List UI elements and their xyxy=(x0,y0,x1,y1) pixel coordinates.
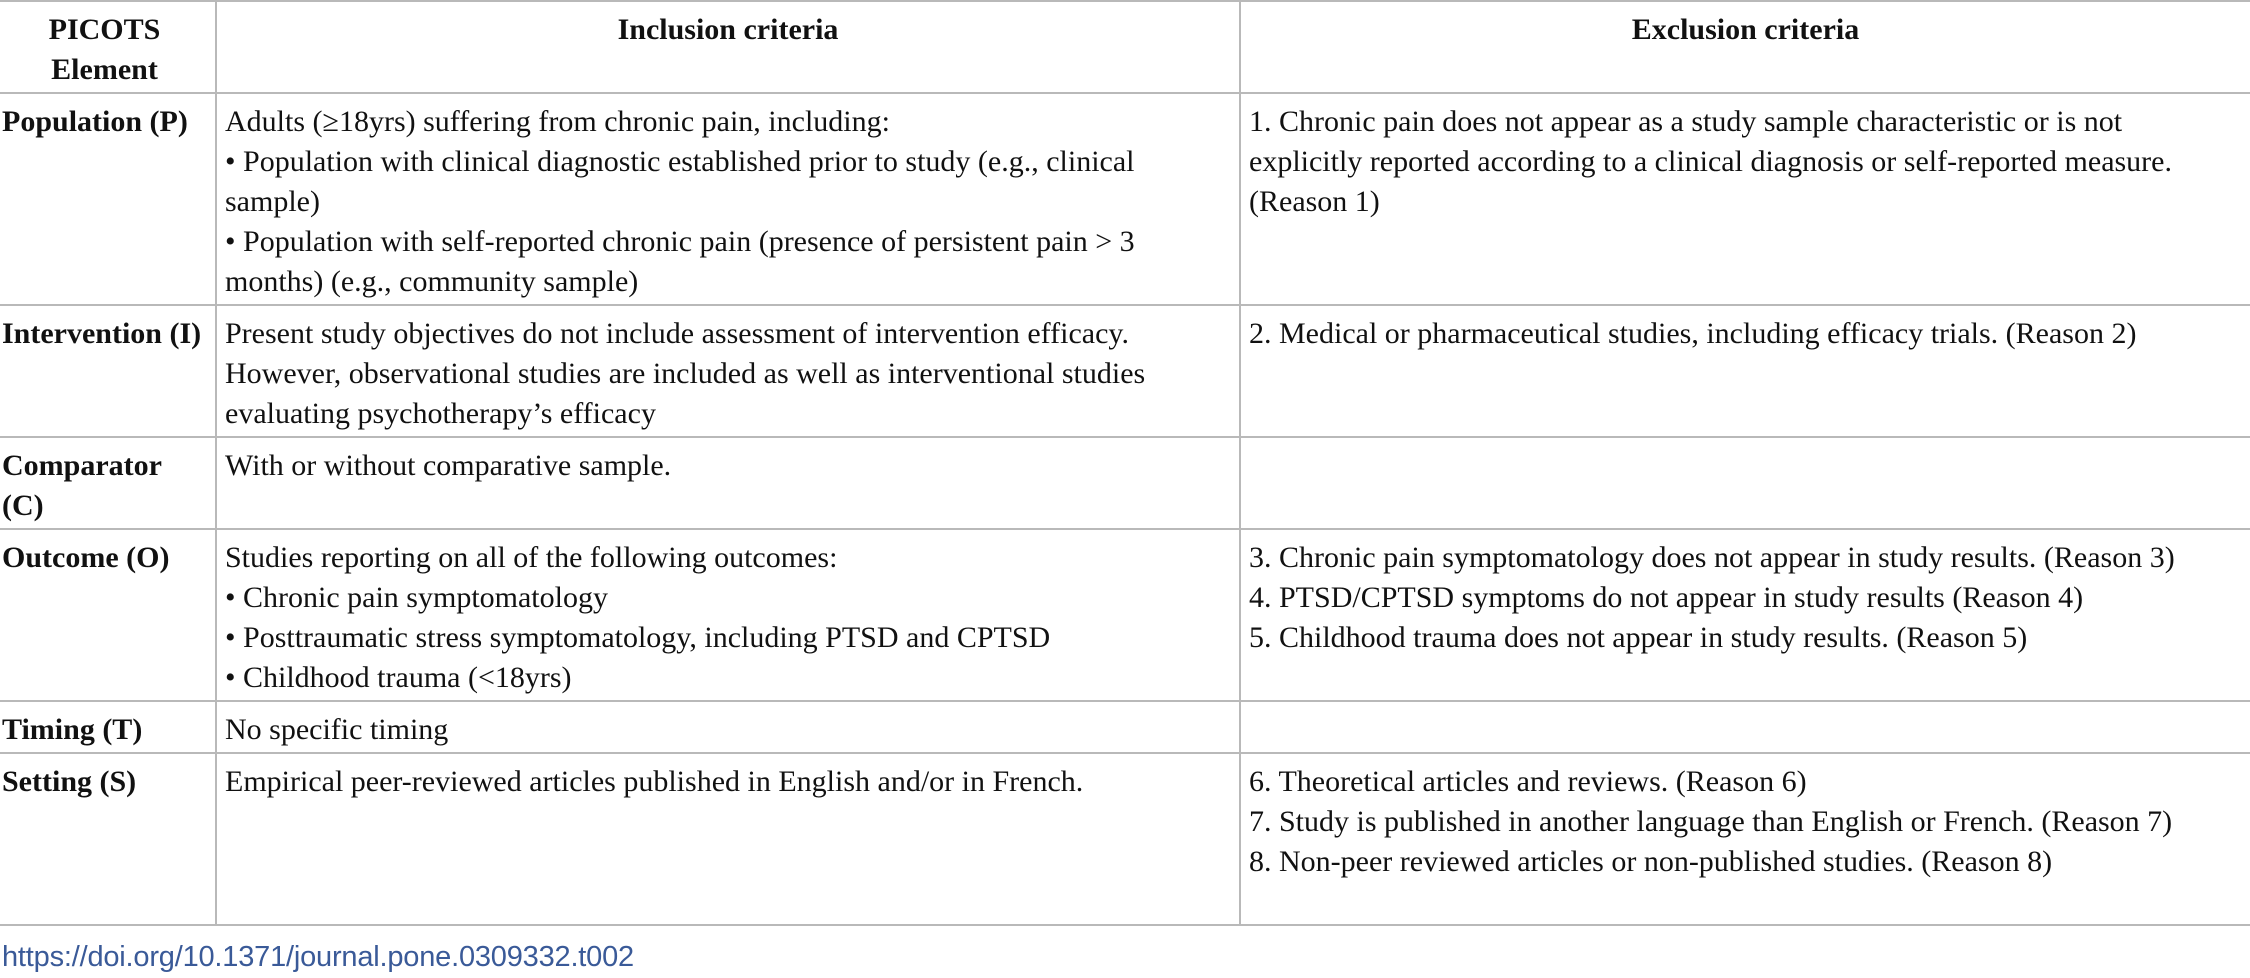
inclusion-line: Present study objectives do not include assessment of intervention efficacy. However, observational studies are included as well as interventional studies evaluating psychotherapy’s efficacy xyxy=(225,317,1146,430)
table-header-row xyxy=(0,1,2250,93)
exclusion-line: 2. Medical or pharmaceutical studies, including efficacy trials. (Reason 2) xyxy=(1249,317,2137,350)
inclusion-cell xyxy=(216,305,1240,437)
exclusion-line: 6. Theoretical articles and reviews. (Reason 6) xyxy=(1249,765,1807,798)
inclusion-cell xyxy=(216,701,1240,753)
exclusion-cell xyxy=(1240,529,2250,701)
inclusion-cell xyxy=(216,437,1240,529)
exclusion-cell xyxy=(1240,701,2250,753)
inclusion-line: • Population with self-reported chronic pain (presence of persistent pain > 3 months) (e.g., community sample) xyxy=(225,225,1135,298)
header-exclusion-criteria: Exclusion criteria xyxy=(1240,1,2250,93)
row-element-label: Population (P) xyxy=(0,93,216,305)
exclusion-cell xyxy=(1240,305,2250,437)
inclusion-cell xyxy=(216,529,1240,701)
row-element-label: Intervention (I) xyxy=(0,305,216,437)
table-row-intervention xyxy=(0,305,2250,437)
row-element-label: Timing (T) xyxy=(0,701,216,753)
exclusion-line: 3. Chronic pain symptomatology does not appear in study results. (Reason 3) xyxy=(1249,541,2175,574)
table-row-comparator xyxy=(0,437,2250,529)
inclusion-line: Empirical peer-reviewed articles published in English and/or in French. xyxy=(225,765,1084,798)
table-body xyxy=(0,93,2250,925)
table-row-population xyxy=(0,93,2250,305)
exclusion-line: 4. PTSD/CPTSD symptoms do not appear in study results (Reason 4) xyxy=(1249,581,2084,614)
inclusion-line: With or without comparative sample. xyxy=(225,449,672,482)
exclusion-cell xyxy=(1240,437,2250,529)
row-element-label: Comparator (C) xyxy=(0,437,216,529)
inclusion-line: • Chronic pain symptomatology xyxy=(225,581,608,614)
table-row-outcome xyxy=(0,529,2250,701)
table-row-timing xyxy=(0,701,2250,753)
inclusion-line: • Posttraumatic stress symptomatology, including PTSD and CPTSD xyxy=(225,621,1051,654)
row-element-label: Setting (S) xyxy=(0,753,216,925)
exclusion-cell xyxy=(1240,93,2250,305)
inclusion-line: • Childhood trauma (<18yrs) xyxy=(225,661,572,694)
exclusion-line: 8. Non-peer reviewed articles or non-published studies. (Reason 8) xyxy=(1249,845,2053,878)
inclusion-line: Adults (≥18yrs) suffering from chronic pain, including: xyxy=(225,105,890,138)
inclusion-line: No specific timing xyxy=(225,713,449,746)
exclusion-line: 1. Chronic pain does not appear as a study sample characteristic or is not explicitly reported according to a clinical diagnosis or self-reported measure. (Reason 1) xyxy=(1249,105,2172,218)
row-element-label: Outcome (O) xyxy=(0,529,216,701)
table-header xyxy=(0,1,2250,93)
doi-link[interactable]: https://doi.org/10.1371/journal.pone.0309332.t002 xyxy=(2,941,634,973)
inclusion-cell xyxy=(216,753,1240,925)
header-picots-element: PICOTS Element xyxy=(0,1,216,93)
table-row-setting xyxy=(0,753,2250,925)
inclusion-cell xyxy=(216,93,1240,305)
exclusion-line: 7. Study is published in another language than English or French. (Reason 7) xyxy=(1249,805,2173,838)
inclusion-line: • Population with clinical diagnostic established prior to study (e.g., clinical sample) xyxy=(225,145,1135,218)
exclusion-line: 5. Childhood trauma does not appear in study results. (Reason 5) xyxy=(1249,621,2028,654)
inclusion-line: Studies reporting on all of the following outcomes: xyxy=(225,541,838,574)
exclusion-cell xyxy=(1240,753,2250,925)
header-inclusion-criteria: Inclusion criteria xyxy=(216,1,1240,93)
